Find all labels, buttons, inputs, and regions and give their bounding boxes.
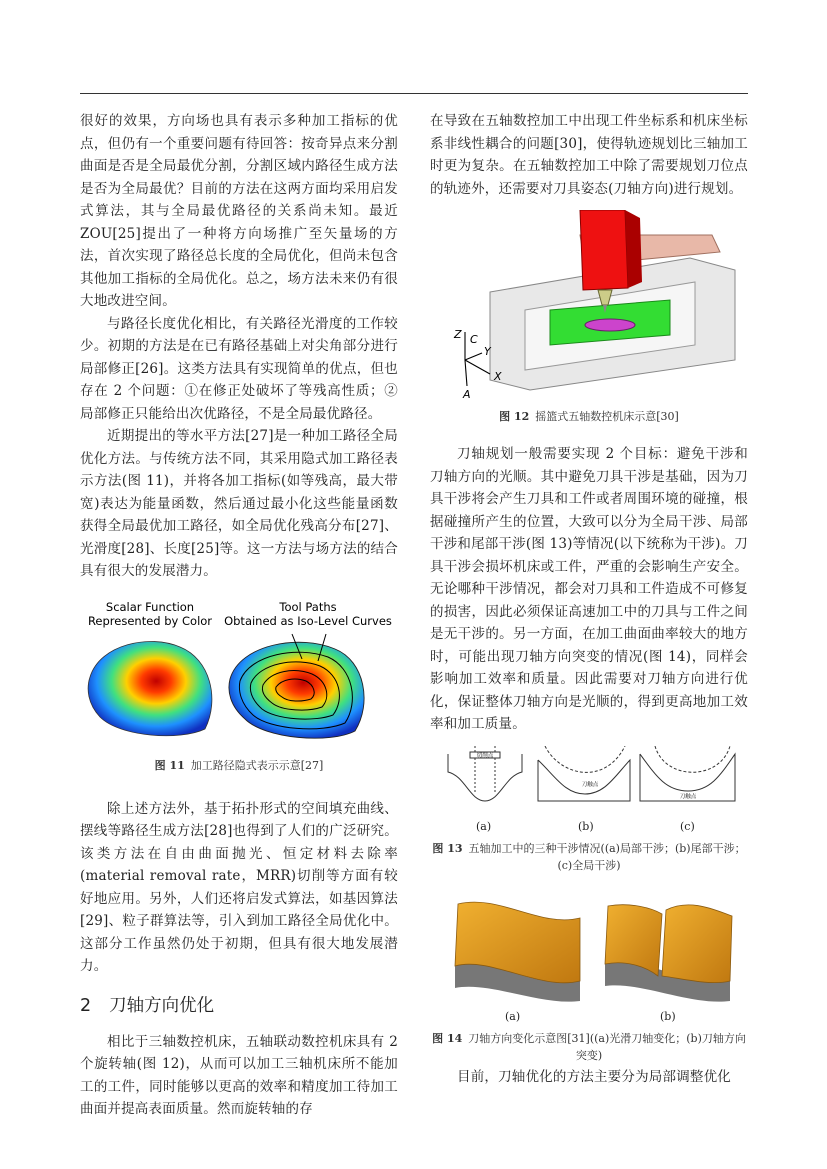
figure-11 — [80, 599, 398, 774]
paragraph: 除上述方法外，基于拓扑形式的空间填充曲线、摆线等路径生成方法[28]也得到了人们的广泛研究。该类方法在自由曲面抛光、恒定材料去除率(material removal rate，MRR)切削等方面有较好地应用。另外，人们还将启发式算法，如基因算法[29]、粒子群算法等，引入到加工路径全局优化中。这部分工作虽然仍处于初期，但具有很大地发展潜力。 — [80, 800, 398, 974]
figure-14-image — [430, 896, 748, 1006]
fig14-sub-a: (a) — [505, 1009, 521, 1023]
figure-13-caption: 图 13 五轴加工中的三种干涉情况((a)局部干涉；(b)尾部干涉；(c)全局干涉) — [432, 841, 746, 872]
figure-12-image — [430, 210, 748, 400]
figure-14 — [430, 896, 748, 1064]
fig14-panel-a — [455, 902, 580, 1002]
fig13-tag-c: 刀触点 — [679, 793, 697, 800]
paragraph: 近期提出的等水平方法[27]是一种加工路径全局优化方法。与传统方法不同，其采用隐式加工路径表示方法(图 11)，并将各加工指标(如等残高，最大带宽)表达为能量函数，然后通过最小化这些能量函数获得全局最优加工路径，如全局优化残高分布[27]、光滑度[28]、长度[25]等。这一方法与场方法的结合具有很大的发展潜力。 — [80, 428, 398, 579]
paragraph: 在导致在五轴数控加工中出现工件坐标系和机床坐标系非线性耦合的问题[30]，使得轨迹规划比三轴加工时更为复杂。在五轴数控加工中除了需要规划刀位点的轨迹外，还需要对刀具姿态(刀轴方向)进行规划。 — [430, 113, 748, 197]
fig11-left-label-1: Scalar Function — [105, 599, 195, 614]
axis-x-label: X — [494, 370, 502, 383]
figure-12-caption: 图 12 摇篮式五轴数控机床示意[30] — [499, 410, 679, 423]
figure-14-caption: 图 14 刀轴方向变化示意图[31]((a)光滑刀轴变化；(b)刀轴方向突变) — [432, 1031, 746, 1062]
section-heading: 2 刀轴方向优化 — [80, 995, 215, 1016]
fig13-tag-b: 刀触点 — [581, 781, 599, 788]
axis-a-label: A — [463, 388, 471, 400]
fig14-sub-b: (b) — [660, 1009, 676, 1023]
figure-12 — [430, 210, 748, 425]
fig11-right-label-2: Obtained as Iso-Level Curves — [224, 613, 392, 628]
fig11-left-label-2: Represented by Color — [87, 613, 213, 628]
paragraph: 相比于三轴数控机床，五轴联动数控机床具有 2 个旋转轴(图 12)，从而可以加工三轴机床所不能加工的工件，同时能够以更高的效率和精度加工待加工曲面并提高表面质量。然而旋转轴的存 — [80, 1033, 398, 1117]
scalar-surface — [88, 641, 212, 735]
left-column — [80, 110, 398, 1121]
fig13-sub-a: (a) — [476, 819, 492, 833]
axis-c-label: C — [470, 333, 478, 346]
fig13-sub-b: (b) — [578, 819, 594, 833]
fig13-panel-c — [640, 746, 735, 801]
fig13-sub-c: (c) — [680, 819, 695, 833]
right-column — [430, 110, 748, 1088]
figure-13-image — [430, 746, 748, 816]
axis-z-label: Z — [454, 328, 462, 341]
figure-13 — [430, 746, 748, 874]
paragraph: 很好的效果，方向场也具有表示多种加工指标的优点，但仍有一个重要问题有待回答：按奇异点来分割曲面是否是全局最优分割，分割区域内路径生成方法是否为全局最优？目前的方法在这两方面均采用启发式算法，其与全局最优路径的关系尚未知。最近 ZOU[25]提出了一种将方向场推广至矢量场的方法，首次实现了路径总长度的全局优化，但尚未包含其他加工指标的全局优化。总之，场方法未来仍有很大地改进空间。 — [80, 113, 398, 309]
paragraph: 目前，刀轴优化的方法主要分为局部调整优化 — [457, 1068, 731, 1085]
fig14-panel-b — [605, 904, 732, 1001]
figure-11-caption: 图 11 加工路径隐式表示示意[27] — [154, 758, 324, 772]
header-rule — [80, 93, 748, 94]
paragraph: 与路径长度优化相比，有关路径光滑度的工作较少。初期的方法是在已有路径基础上对尖角部分进行局部修正[26]。这类方法具有实现简单的优点，但也存在 2 个问题：①在修正处破坏了等残高性质；②局部修正只能给出次优路径，不是全局最优路径。 — [80, 315, 398, 422]
fig11-right-label-1: Tool Paths — [279, 599, 337, 614]
paragraph: 刀轴规划一般需要实现 2 个目标：避免干涉和刀轴方向的光顺。其中避免刀具干涉是基础，因为刀具干涉将会产生刀具和工件或者周围环境的碰撞，根据碰撞所产生的位置，大致可以分为全局干涉、局部干涉和尾部干涉(图 13)等情况(以下统称为干涉)。刀具干涉会损坏机床或工件，严重的会影响生产安全。无论哪种干涉情况，都会对刀具和工件造成不可修复的损害，因此必须保证高速加工中的刀具与工件之间是无干涉的。另一方面，在加工曲面曲率较大的地方时，可能出现刀轴方向突变的情况(图 14)，同样会影响加工效率和质量。因此需要对刀轴方向进行优化，保证整体刀轴方向是光顺的，得到更高地加工效率和加工质量。 — [430, 446, 748, 732]
fig13-tag-a: 切削点 — [476, 752, 494, 759]
figure-11-image — [80, 599, 398, 749]
isolevel-surface — [229, 634, 364, 738]
axis-y-label: Y — [484, 345, 491, 358]
fig13-panel-b — [538, 746, 630, 801]
